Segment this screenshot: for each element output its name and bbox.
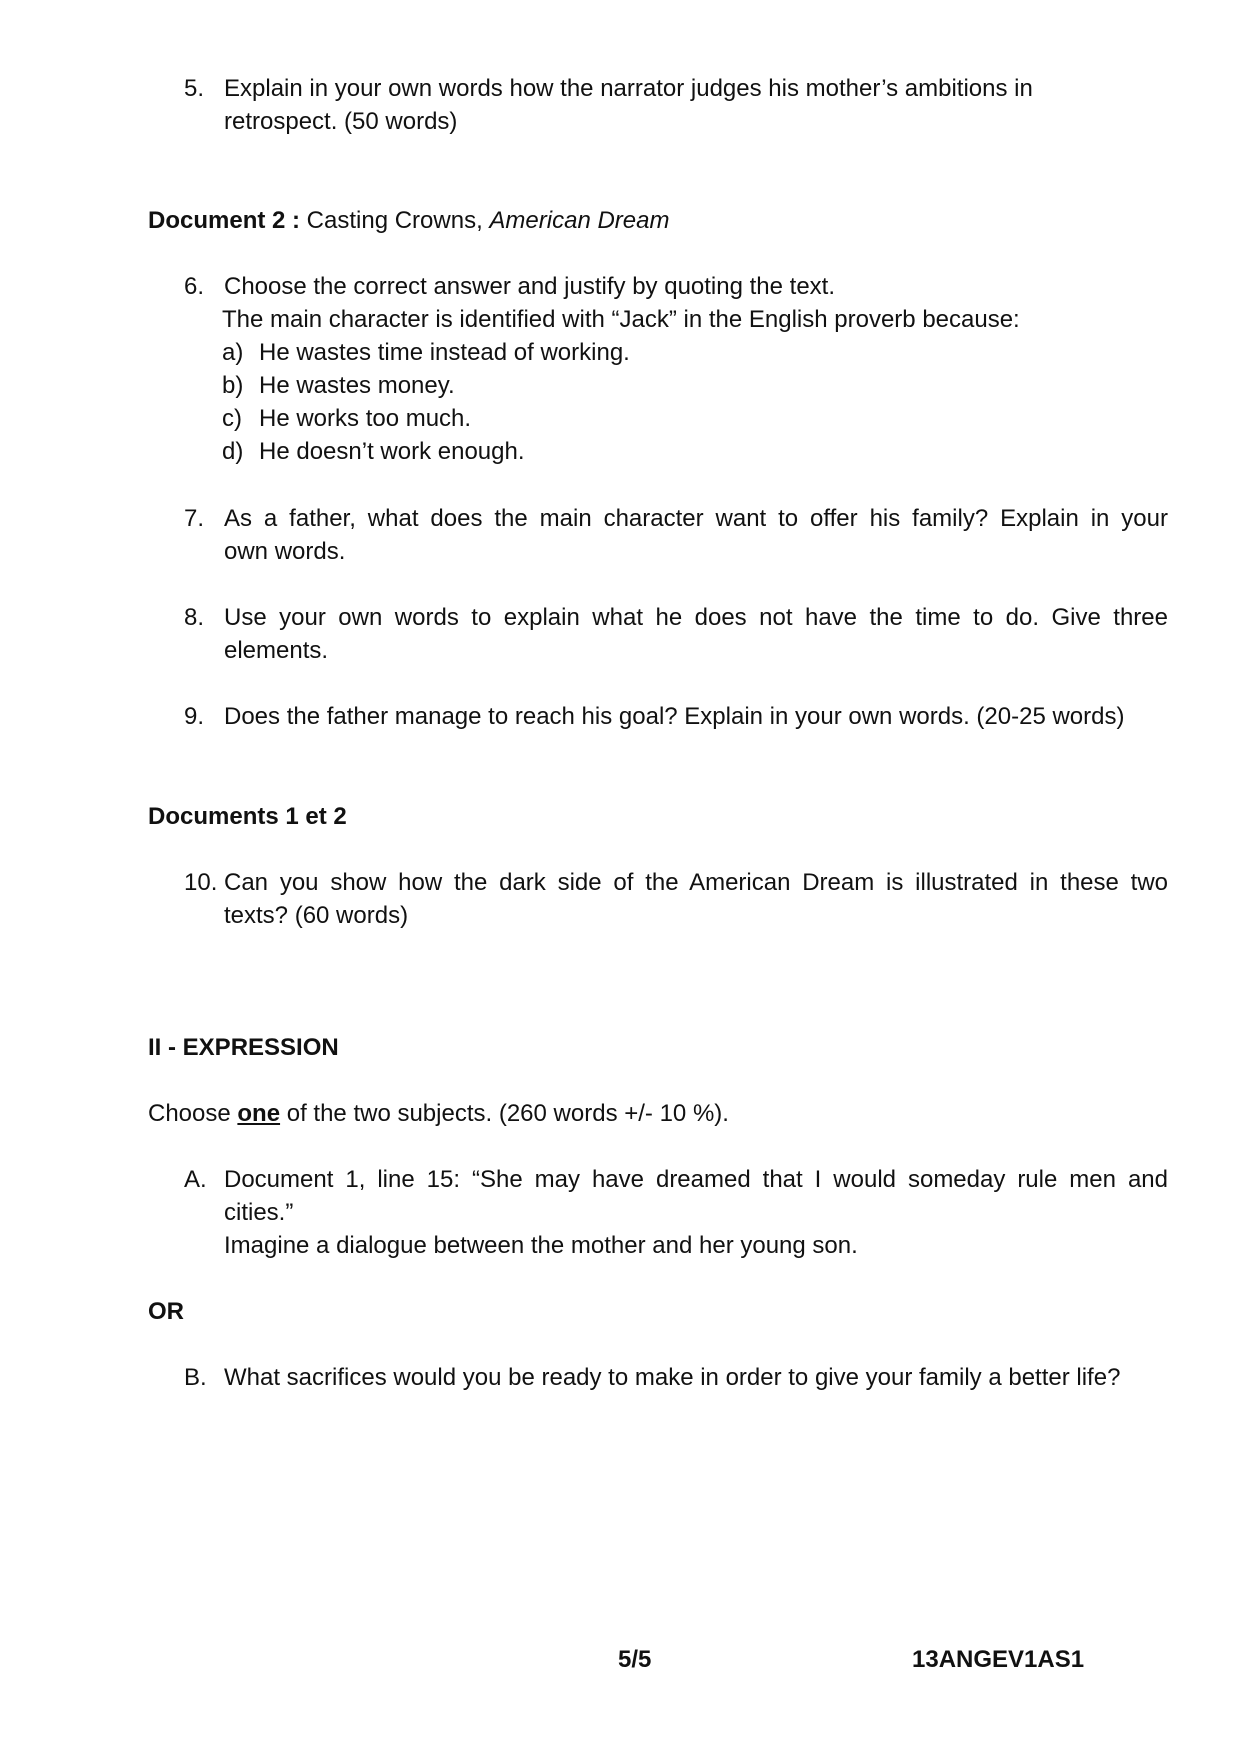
- option-text: He wastes time instead of working.: [259, 339, 630, 366]
- expression-heading: II - EXPRESSION: [148, 1034, 339, 1061]
- heading-author: Casting Crowns,: [300, 207, 490, 234]
- subject-text-line: Document 1, line 15: “She may have dreamed that I would someday rule men and: [224, 1166, 1168, 1193]
- option-letter: d): [222, 438, 244, 465]
- choose-instruction: [148, 1097, 729, 1130]
- question-number: 6.: [184, 273, 205, 300]
- option-text: He doesn’t work enough.: [259, 438, 525, 465]
- option-text: He works too much.: [259, 405, 472, 432]
- question-text-line: retrospect. (50 words): [224, 108, 458, 135]
- page-number: 5/5: [618, 1646, 652, 1673]
- subject-text-line: cities.”: [224, 1199, 294, 1226]
- question-number: 9.: [184, 703, 205, 730]
- question-number: 8.: [184, 604, 205, 631]
- question-text-line: Choose the correct answer and justify by quoting the text.: [224, 273, 836, 300]
- question-text-line: Can you show how the dark side of the American Dream is illustrated in these two: [224, 869, 1168, 896]
- or-label: OR: [148, 1298, 184, 1325]
- instruction-emphasis: one: [237, 1100, 281, 1127]
- document-2-heading: [148, 204, 669, 237]
- option-letter: b): [222, 372, 244, 399]
- instruction-text: Choose: [148, 1100, 238, 1127]
- documents-1-2-heading: Documents 1 et 2: [148, 803, 347, 830]
- question-text-line: The main character is identified with “Jack” in the English proverb because:: [222, 306, 1020, 333]
- question-number: 5.: [184, 75, 205, 102]
- option-letter: c): [222, 405, 242, 432]
- subject-letter: A.: [184, 1166, 207, 1193]
- instruction-text: of the two subjects. (260 words +/- 10 %).: [280, 1100, 729, 1127]
- question-number: 7.: [184, 505, 205, 532]
- question-text-line: Explain in your own words how the narrator judges his mother’s ambitions in: [224, 75, 1033, 102]
- question-text-line: Does the father manage to reach his goal? Explain in your own words. (20-25 words): [224, 703, 1125, 730]
- question-text-line: elements.: [224, 637, 329, 664]
- question-text-line: texts? (60 words): [224, 902, 409, 929]
- question-text-line: Use your own words to explain what he does not have the time to do. Give three: [224, 604, 1168, 631]
- subject-letter: B.: [184, 1364, 207, 1391]
- question-text-line: own words.: [224, 538, 346, 565]
- question-text-line: As a father, what does the main character want to offer his family? Explain in your: [224, 505, 1168, 532]
- subject-text-line: What sacrifices would you be ready to make in order to give your family a better life?: [224, 1364, 1121, 1391]
- question-number: 10.: [184, 869, 218, 896]
- heading-label: Document 2 :: [148, 207, 301, 234]
- option-text: He wastes money.: [259, 372, 455, 399]
- option-letter: a): [222, 339, 244, 366]
- subject-text-line: Imagine a dialogue between the mother and her young son.: [224, 1232, 858, 1259]
- heading-title: American Dream: [489, 207, 670, 234]
- subject-code: 13ANGEV1AS1: [912, 1646, 1085, 1673]
